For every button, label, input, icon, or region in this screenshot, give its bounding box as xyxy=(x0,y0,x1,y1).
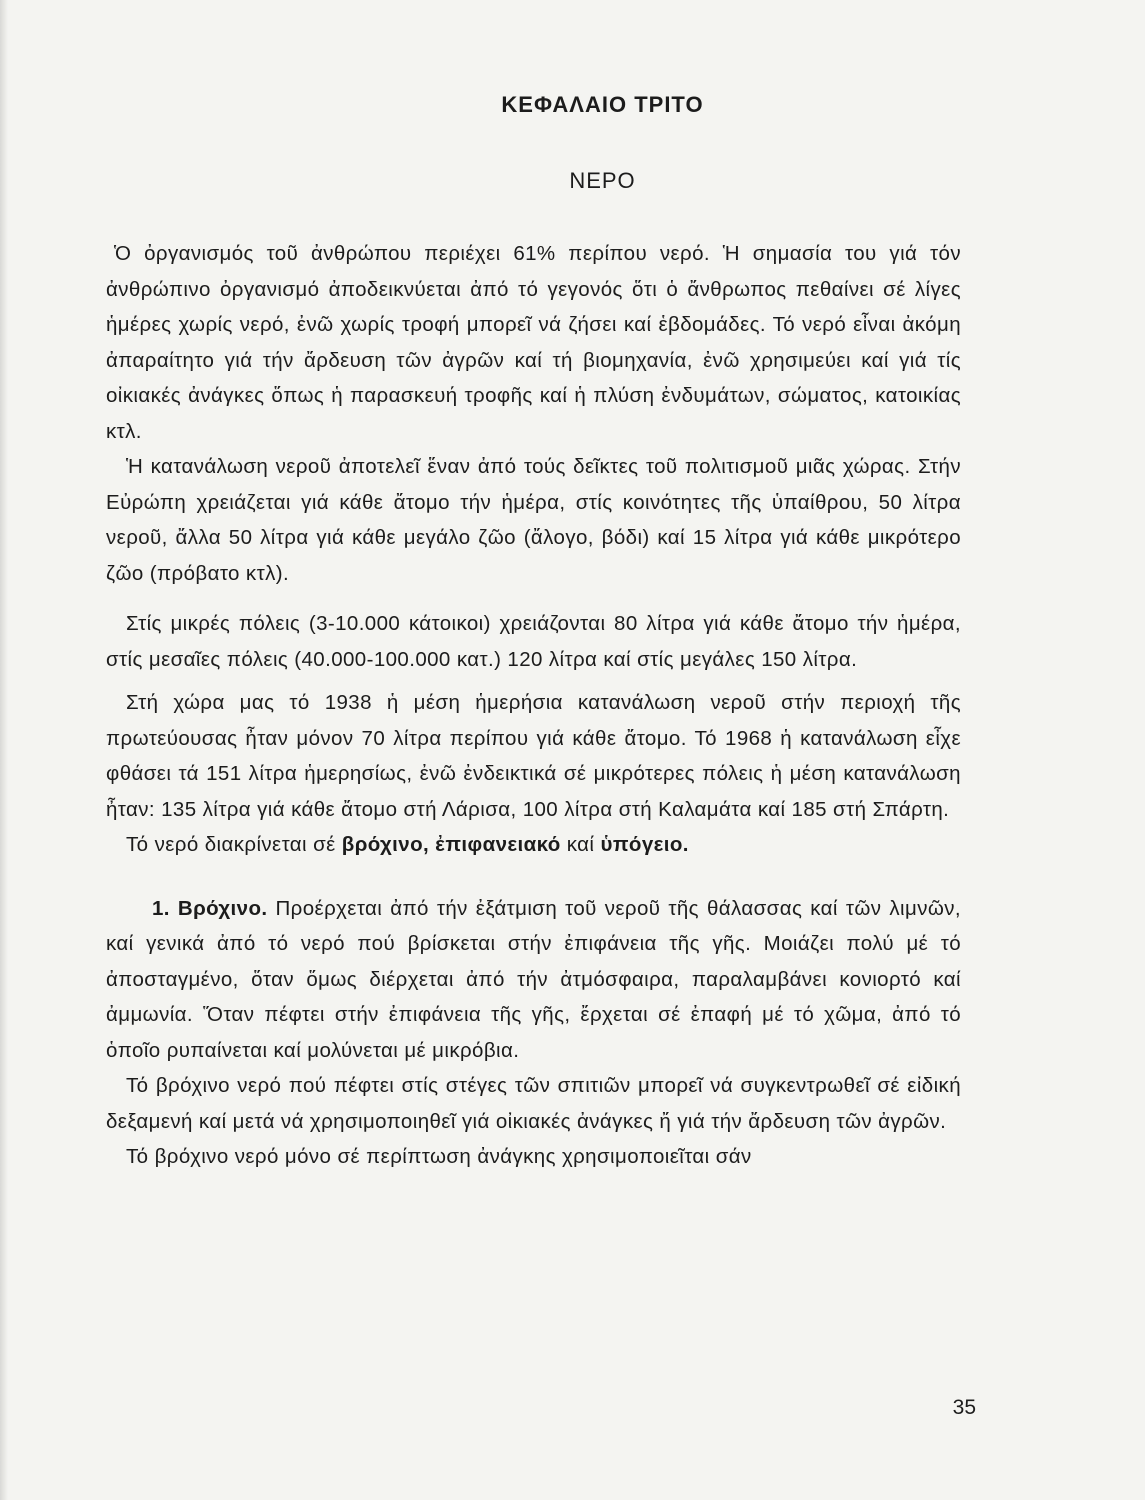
paragraph-rainwater xyxy=(106,891,961,1069)
page-number: 35 xyxy=(952,1396,976,1419)
water-types-bold: βρόχινο, ἐπιφανειακό xyxy=(341,833,561,856)
paragraph-consumption: Ἡ κατανάλωση νεροῦ ἀποτελεῖ ἕναν ἀπό τούς δεῖκτες τοῦ πολιτισμοῦ μιᾶς χώρας. Στήν Εὐρώπη χρειάζεται γιά κάθε ἄτομο τήν ἡμέρα, στίς κοινότητες τῆς ὑπαίθρου, 50 λίτρα νεροῦ, ἄλλα 50 λίτρα γιά κάθε μεγάλο ζῶο (ἄλογο, βόδι) καί 15 λίτρα γιά κάθε μικρότερο ζῶο (πρόβατο κτλ). xyxy=(106,455,961,585)
paragraph-water-types xyxy=(106,827,961,863)
rainwater-heading: 1. Βρόχινο. xyxy=(152,896,268,920)
chapter-title: ΚΕΦΑΛΑΙΟ ΤΡΙΤΟ xyxy=(501,92,704,117)
water-types-mid: καί xyxy=(560,833,601,856)
page-edge-shadow xyxy=(0,0,8,1500)
paragraph-roof-collection: Τό βρόχινο νερό πού πέφτει στίς στέγες τῶν σπιτιῶν μπορεῖ νά συγκεντρωθεῖ σέ εἰδική δεξαμενή καί μετά νά χρησιμοποιηθεῖ γιά οἰκιακές ἀνάγκες ἤ γιά τήν ἄρδευση τῶν ἀγρῶν. xyxy=(106,1074,961,1133)
paragraph-rainwater-use: Τό βρόχινο νερό μόνο σέ περίπτωση ἀνάγκης χρησιμοποιεῖται σάν xyxy=(126,1145,752,1168)
rainwater-text: Προέρχεται ἀπό τήν ἐξάτμιση τοῦ νεροῦ τῆς θάλασσας καί τῶν λιμνῶν, καί γενικά ἀπό τό νερό πού βρίσκεται στήν ἐπιφάνεια τῆς γῆς. Μοιάζει πολύ μέ τό ἀποσταγμένο, ὅταν ὅμως διέρχεται ἀπό τήν ἀτμόσφαιρα, παραλαμβάνει κονιορτό καί ἀμμωνία. Ὅταν πέφτει στήν ἐπιφάνεια τῆς γῆς, ἔρχεται σέ ἐπαφή μέ τό χῶμα, ἀπό τό ὁποῖο ρυπαίνεται καί μολύνεται μέ μικρόβια. xyxy=(106,896,961,1062)
water-types-lead: Τό νερό διακρίνεται σέ xyxy=(126,833,342,856)
section-title: ΝΕΡΟ xyxy=(569,168,636,193)
paragraph-small-cities: Στίς μικρές πόλεις (3-10.000 κάτοικοι) χρειάζονται 80 λίτρα γιά κάθε ἄτομο τήν ἡμέρα, στίς μεσαῖες πόλεις (40.000-100.000 κατ.) 120 λίτρα καί στίς μεγάλες 150 λίτρα. xyxy=(106,612,961,671)
body-text xyxy=(106,236,961,1175)
water-types-bold-2: ὑπόγειο. xyxy=(600,833,689,856)
paragraph-intro: Ὁ ὀργανισμός τοῦ ἀνθρώπου περιέχει 61% περίπου νερό. Ἡ σημασία του γιά τόν ἀνθρώπινο ὀργανισμό ἀποδεικνύεται ἀπό τό γεγονός ὅτι ὁ ἄνθρωπος πεθαίνει σέ λίγες ἡμέρες χωρίς νερό, ἐνῶ χωρίς τροφή μπορεῖ νά ζήσει καί ἑβδομάδες. Τό νερό εἶναι ἀκόμη ἀπαραίτητο γιά τήν ἄρδευση τῶν ἀγρῶν καί τή βιομηχανία, ἐνῶ χρησιμεύει καί γιά τίς οἰκιακές ἀνάγκες ὅπως ἡ παρασκευή τροφῆς καί ἡ πλύση ἐνδυμάτων, σώματος, κατοικίας κτλ. xyxy=(106,242,961,443)
paragraph-greece: Στή χώρα μας τό 1938 ἡ μέση ἡμερήσια κατανάλωση νεροῦ στήν περιοχή τῆς πρωτεύουσας ἦταν μόνον 70 λίτρα περίπου γιά κάθε ἄτομο. Τό 1968 ἡ κατανάλωση εἶχε φθάσει τά 151 λίτρα ἡμερησίως, ἐνῶ ἐνδεικτικά σέ μικρότερες πόλεις ἡ μέση κατανάλωση ἦταν: 135 λίτρα γιά κάθε ἄτομο στή Λάρισα, 100 λίτρα στή Καλαμάτα καί 185 στή Σπάρτη. xyxy=(106,691,961,821)
